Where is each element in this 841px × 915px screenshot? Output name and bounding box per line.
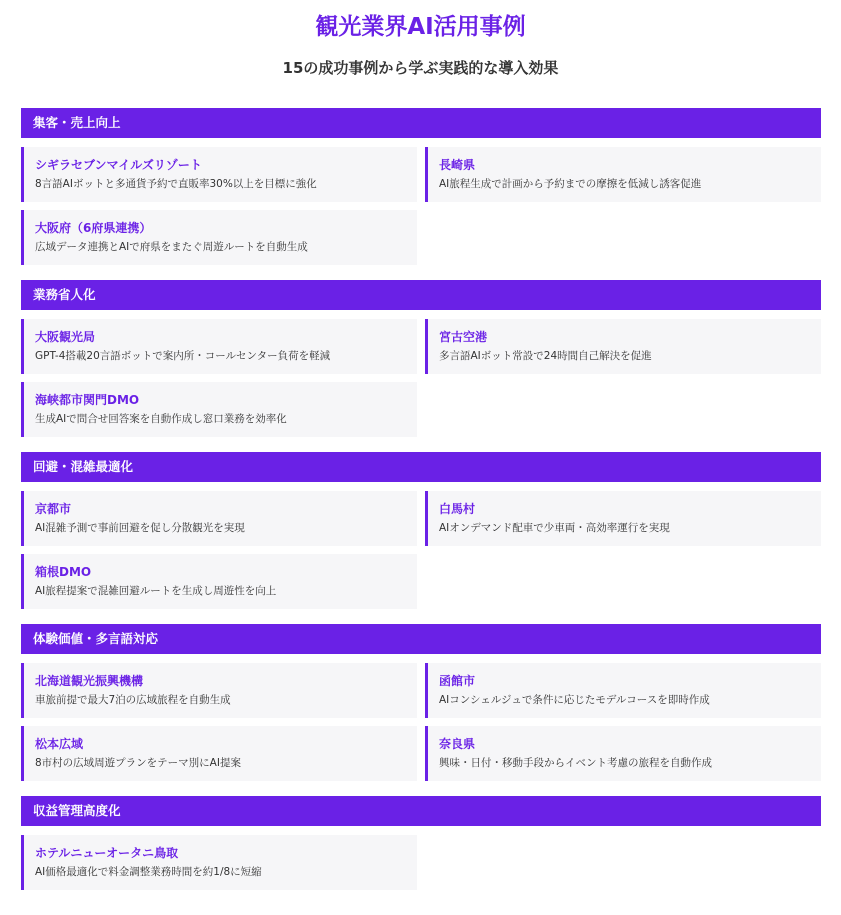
case-card xyxy=(21,210,417,265)
case-card-description: 多言語AIボット常設で24時間自己解決を促進 xyxy=(439,350,652,362)
case-card xyxy=(21,554,417,609)
case-card-title: 宮古空港 xyxy=(439,330,488,344)
case-card-description: AI旅程提案で混雑回避ルートを生成し周遊性を向上 xyxy=(35,585,277,597)
page-title: 観光業界AI活用事例 xyxy=(315,14,526,40)
case-card-description: 興味・日付・移動手段からイベント考慮の旅程を自動作成 xyxy=(439,757,712,769)
case-card-title: 箱根DMO xyxy=(35,565,92,579)
case-card xyxy=(21,726,417,781)
case-card-title: 大阪観光局 xyxy=(35,330,96,344)
case-card-grid xyxy=(21,663,821,781)
case-card-title: 奈良県 xyxy=(439,737,476,751)
case-card xyxy=(21,835,417,890)
category-header: 集客・売上向上 xyxy=(21,108,821,138)
case-card-title: 白馬村 xyxy=(439,502,476,516)
case-card-description: 車旅前提で最大7泊の広域旅程を自動生成 xyxy=(35,694,231,706)
category-section xyxy=(21,796,821,890)
case-card-grid xyxy=(21,491,821,609)
case-card-grid xyxy=(21,319,821,437)
case-card-description: AI旅程生成で計画から予約までの摩擦を低減し誘客促進 xyxy=(439,178,702,190)
case-card xyxy=(425,319,821,374)
case-card-grid xyxy=(21,147,821,265)
case-card-description: AI価格最適化で料金調整業務時間を約1/8に短縮 xyxy=(35,866,262,878)
case-card-title: 京都市 xyxy=(35,502,72,516)
case-card xyxy=(425,491,821,546)
case-card-description: 8市村の広域周遊プランをテーマ別にAI提案 xyxy=(35,757,241,769)
case-card-description: AI混雑予測で事前回避を促し分散観光を実現 xyxy=(35,522,245,534)
case-card-title: 長崎県 xyxy=(439,158,476,172)
case-card-title: シギラセブンマイルズリゾート xyxy=(35,158,202,172)
case-card-title: ホテルニューオータニ鳥取 xyxy=(35,846,179,860)
case-card-description: 生成AIで問合せ回答案を自動作成し窓口業務を効率化 xyxy=(35,413,287,425)
case-card-description: 8言語AIボットと多通貨予約で直販率30%以上を目標に強化 xyxy=(35,178,317,190)
case-card-title: 大阪府（6府県連携） xyxy=(35,221,152,235)
case-card-title: 函館市 xyxy=(439,674,476,688)
category-section xyxy=(21,624,821,781)
case-sections xyxy=(21,108,821,905)
case-card xyxy=(425,147,821,202)
case-card-title: 海峡都市関門DMO xyxy=(35,393,140,407)
case-card-description: AIオンデマンド配車で少車両・高効率運行を実現 xyxy=(439,522,670,534)
category-section xyxy=(21,452,821,609)
case-card xyxy=(21,147,417,202)
case-card xyxy=(425,663,821,718)
case-card-description: GPT-4搭載20言語ボットで案内所・コールセンター負荷を軽減 xyxy=(35,350,331,362)
category-header: 業務省人化 xyxy=(21,280,821,310)
category-section xyxy=(21,280,821,437)
category-header: 回避・混雑最適化 xyxy=(21,452,821,482)
case-card-description: 広域データ連携とAIで府県をまたぐ周遊ルートを自動生成 xyxy=(35,241,308,253)
case-card xyxy=(21,319,417,374)
category-section xyxy=(21,108,821,265)
category-header: 体験価値・多言語対応 xyxy=(21,624,821,654)
page-subtitle: 15の成功事例から学ぶ実践的な導入効果 xyxy=(282,59,559,77)
case-card-description: AIコンシェルジュで条件に応じたモデルコースを即時作成 xyxy=(439,694,710,706)
case-card xyxy=(21,491,417,546)
case-card-title: 北海道観光振興機構 xyxy=(35,674,144,688)
category-header: 収益管理高度化 xyxy=(21,796,821,826)
case-card-grid xyxy=(21,835,821,890)
case-card xyxy=(425,726,821,781)
case-card-title: 松本広域 xyxy=(35,737,84,751)
case-card xyxy=(21,663,417,718)
case-card xyxy=(21,382,417,437)
